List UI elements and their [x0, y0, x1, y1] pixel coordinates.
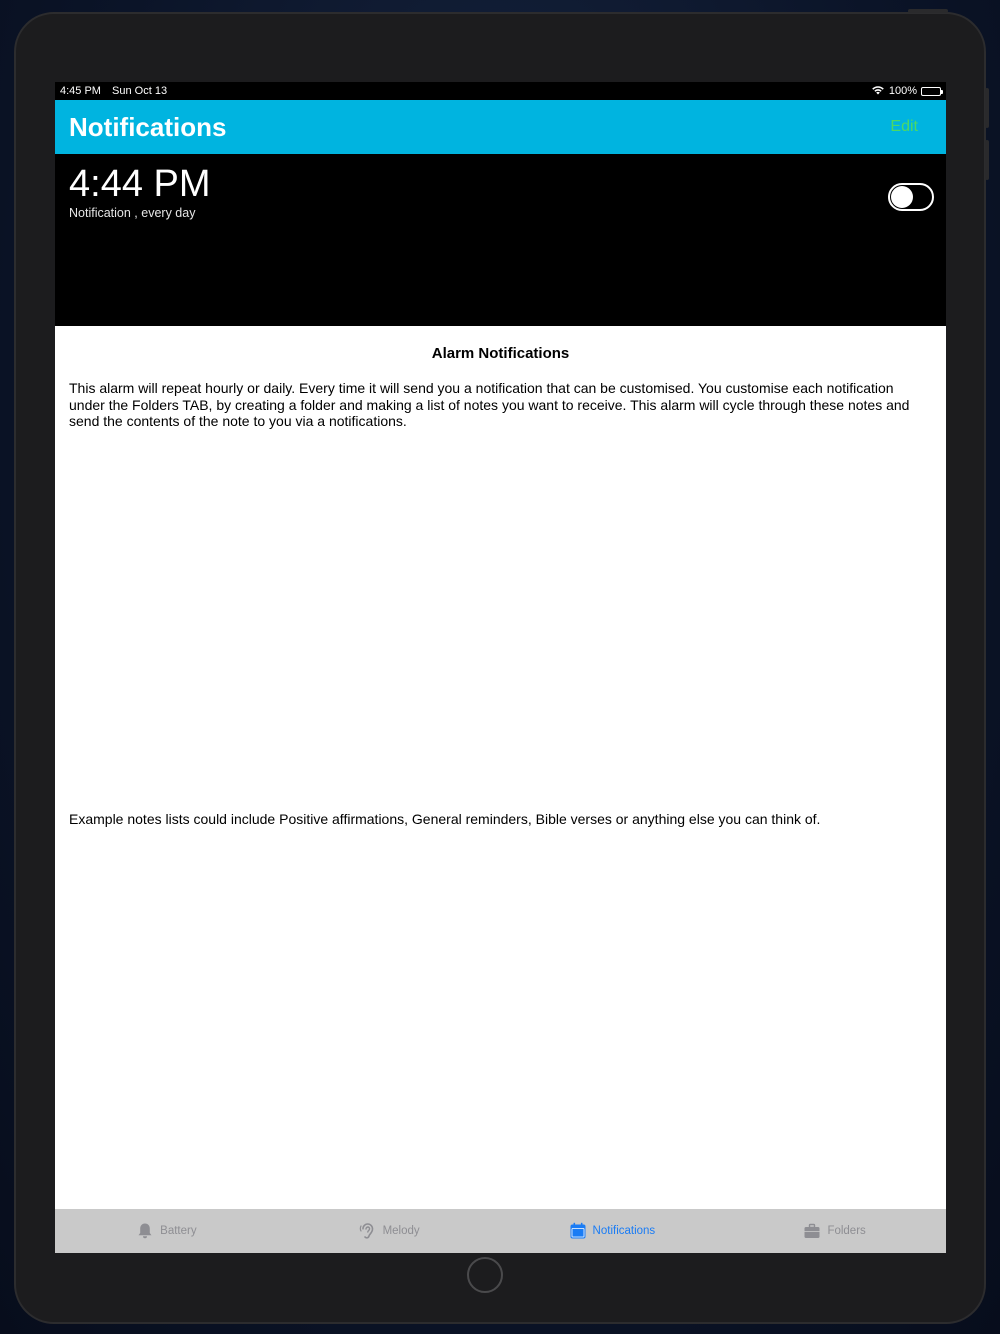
- home-button[interactable]: [467, 1257, 503, 1293]
- tab-folders[interactable]: [723, 1209, 946, 1253]
- tab-label-battery: Battery: [160, 1225, 197, 1237]
- volume-button: [985, 140, 989, 180]
- tab-notifications[interactable]: [501, 1209, 724, 1253]
- description-paragraph: This alarm will repeat hourly or daily. Every time it will send you a notification that can be customised. You customise each notification under the Folders TAB, by creating a folder and making a list of notes you want to receive. This alarm will cycle through these notes and send the contents of the note to you via a notifications.: [69, 380, 910, 429]
- power-button: [985, 88, 989, 128]
- navigation-bar: [55, 100, 946, 154]
- top-button: [908, 9, 948, 13]
- tab-battery[interactable]: [55, 1209, 278, 1253]
- content-title: Alarm Notifications: [431, 345, 570, 362]
- tab-melody[interactable]: [278, 1209, 501, 1253]
- wifi-icon: [871, 85, 885, 98]
- toggle-knob: [891, 186, 913, 208]
- alarm-toggle[interactable]: [888, 183, 934, 211]
- bell-icon: [136, 1222, 154, 1240]
- alarm-time: 4:44 PM: [69, 163, 211, 205]
- status-bar: [55, 82, 946, 100]
- tab-label-folders: Folders: [827, 1225, 866, 1237]
- battery-percent: 100%: [888, 85, 917, 97]
- status-date: Sun Oct 13: [112, 85, 168, 97]
- battery-icon: [921, 87, 941, 96]
- tab-label-melody: Melody: [382, 1225, 420, 1237]
- briefcase-icon: [803, 1222, 821, 1240]
- ear-icon: [359, 1222, 377, 1240]
- description-content: [55, 345, 946, 827]
- example-paragraph: Example notes lists could include Positive affirmations, General reminders, Bible verses or anything else you can think of.: [69, 811, 821, 827]
- tab-label-notifications: Notifications: [592, 1225, 656, 1237]
- status-time: 4:45 PM: [60, 85, 101, 97]
- alarm-row[interactable]: [55, 154, 946, 326]
- tab-bar: [55, 1209, 946, 1253]
- edit-button[interactable]: Edit: [890, 118, 918, 135]
- calendar-icon: [569, 1222, 587, 1240]
- screen: [55, 82, 946, 1253]
- alarm-subtitle: Notification , every day: [69, 206, 196, 220]
- page-title: Notifications: [69, 111, 227, 142]
